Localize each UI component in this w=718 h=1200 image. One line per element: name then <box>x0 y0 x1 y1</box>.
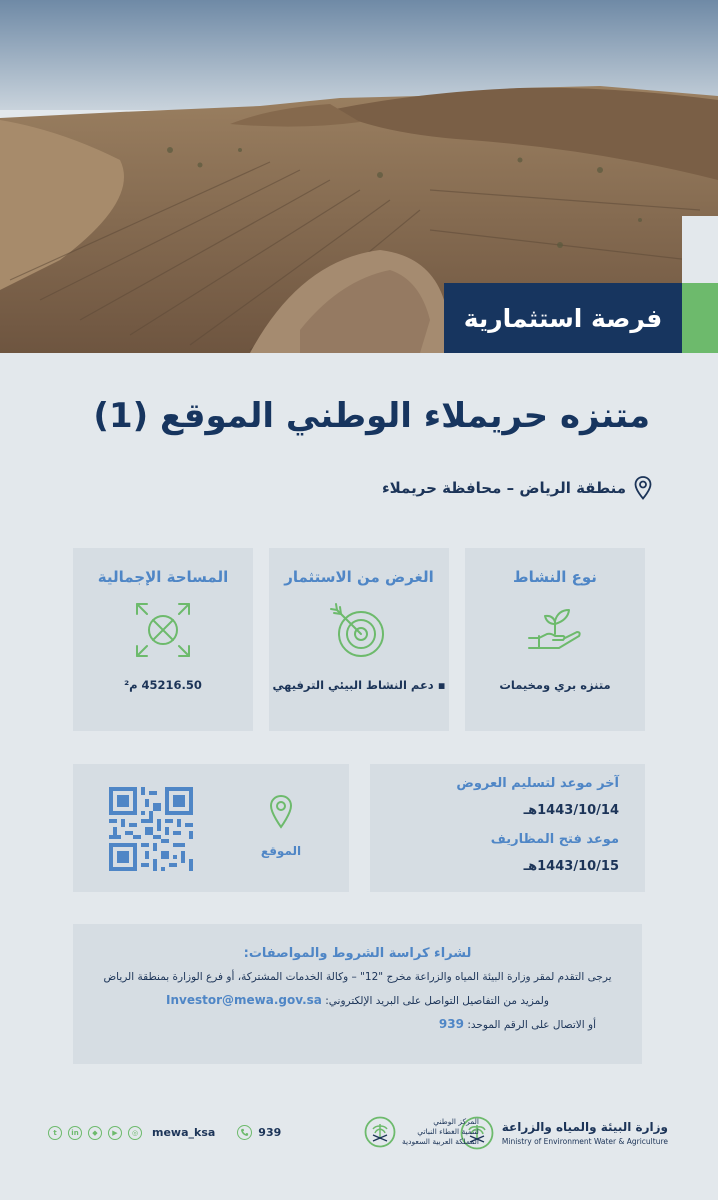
center-name-line-3: المملكة العربية السعودية <box>402 1136 479 1146</box>
envelope-opening-label: موعد فتح المظاريف <box>490 832 619 847</box>
contact-email-link[interactable]: Investor@mewa.gov.sa <box>166 993 322 1007</box>
snapchat-icon[interactable]: ◆ <box>88 1126 102 1140</box>
qr-code[interactable] <box>109 787 193 871</box>
twitter-icon[interactable]: t <box>48 1126 62 1140</box>
submission-deadline-label: آخر موعد لتسليم العروض <box>456 776 619 791</box>
location-pin-icon <box>634 476 652 500</box>
card-activity-value: متنزه بري ومخيمات <box>499 678 611 692</box>
card-activity-type <box>465 548 645 731</box>
card-contact <box>73 924 642 1064</box>
social-links <box>48 1125 281 1140</box>
center-name-line-2: لتنمية الغطاء النباتي <box>417 1127 479 1137</box>
linkedin-icon[interactable]: in <box>68 1126 82 1140</box>
contact-email-label: ولمزيد من التفاصيل التواصل على البريد الإلكتروني: <box>325 995 549 1007</box>
card-investment-purpose <box>269 548 449 731</box>
contact-heading: لشراء كراسة الشروط والمواصفات: <box>243 946 472 961</box>
card-site <box>73 764 349 892</box>
accent-strip-grey <box>682 216 718 283</box>
footer-phone-number[interactable]: 939 <box>258 1126 282 1139</box>
page-title: متنزه حريملاء الوطني الموقع (1) <box>93 396 650 436</box>
instagram-icon[interactable]: ◎ <box>128 1126 142 1140</box>
banner-label: فرصة استثمارية <box>463 303 663 333</box>
vegetation-center-icon <box>364 1116 396 1148</box>
card-purpose-title: الغرض من الاستثمار <box>284 568 434 586</box>
target-icon <box>329 600 389 660</box>
youtube-icon[interactable]: ▶ <box>108 1126 122 1140</box>
phone-icon <box>237 1125 252 1140</box>
card-purpose-value: ▪ دعم النشاط البيئي الترفيهي <box>272 678 446 692</box>
contact-phone-label: أو الاتصال على الرقم الموحد: <box>467 1019 596 1031</box>
location-line <box>382 476 652 500</box>
plant-hand-icon <box>525 600 585 660</box>
site-label[interactable]: الموقع <box>260 844 302 858</box>
footer <box>0 1100 718 1170</box>
submission-deadline-date: 1443/10/14هـ <box>523 803 619 818</box>
social-handle[interactable]: mewa_ksa <box>152 1126 216 1139</box>
ministry-logo <box>460 1116 668 1150</box>
card-dates <box>370 764 645 892</box>
banner-investment-opportunity <box>444 283 682 353</box>
card-area-title: المساحة الإجمالية <box>97 568 229 586</box>
ministry-name-en: Ministry of Environment Water & Agriculture <box>501 1137 668 1146</box>
contact-line-3 <box>73 1017 642 1031</box>
contact-line-1: يرجى التقدم لمقر وزارة البيئة المياه والزراعة مخرج "12" – وكالة الخدمات المشتركة، أو فرع الوزارة بمنطقة الرياض <box>103 971 612 983</box>
area-expand-icon <box>133 600 193 660</box>
card-area-value: 45216.50 م² <box>124 678 202 692</box>
location-text: منطقة الرياض – محافظة حريملاء <box>382 479 626 497</box>
vegetation-center-logo <box>364 1116 479 1148</box>
accent-strip-green <box>682 283 718 353</box>
envelope-opening-date: 1443/10/15هـ <box>523 859 619 874</box>
contact-phone-number[interactable]: 939 <box>438 1017 464 1031</box>
ministry-name-ar: وزارة البيئة والمياه والزراعة <box>501 1120 668 1134</box>
location-pin-icon[interactable] <box>269 794 293 830</box>
card-total-area <box>73 548 253 731</box>
contact-line-2 <box>73 993 642 1007</box>
card-activity-title: نوع النشاط <box>513 568 597 586</box>
center-name-line-1: المركز الوطني <box>433 1117 479 1127</box>
